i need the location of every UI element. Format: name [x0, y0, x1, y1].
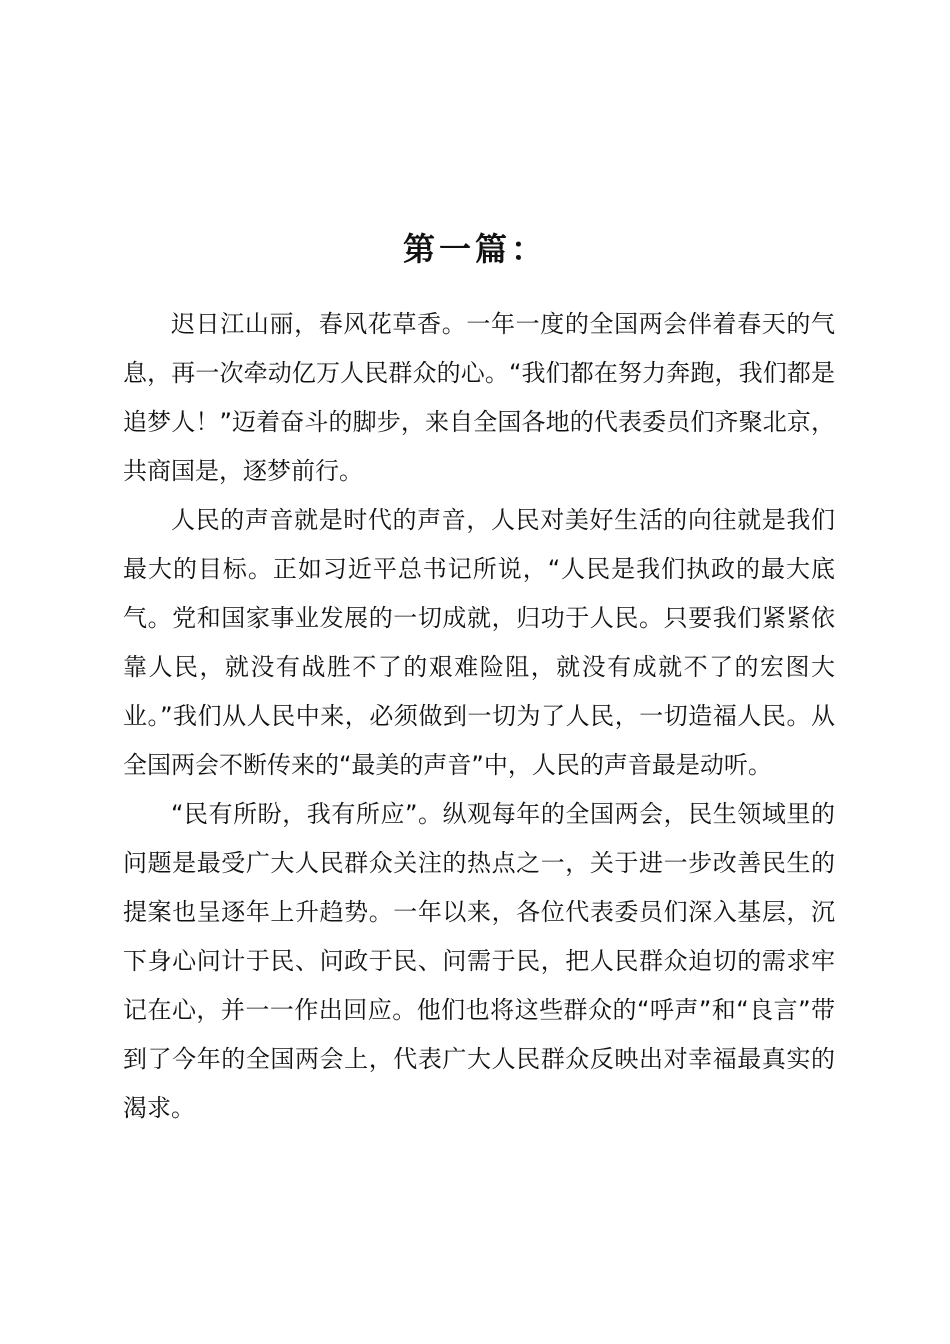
document-body — [123, 300, 835, 1133]
paragraph: 迟日江山丽，春风花草香。一年一度的全国两会伴着春天的气息，再一次牵动亿万人民群众的心。“我们都在努力奔跑，我们都是追梦人！”迈着奋斗的脚步，来自全国各地的代表委员们齐聚北京，共商国是，逐梦前行。 — [123, 310, 835, 485]
paragraph: “民有所盼，我有所应”。纵观每年的全国两会，民生领域里的问题是最受广大人民群众关注的热点之一，关于进一步改善民生的提案也呈逐年上升趋势。一年以来，各位代表委员们深入基层，沉下身心问计于民、问政于民、问需于民，把人民群众迫切的需求牢记在心，并一一作出回应。他们也将这些群众的“呼声”和“良言”带到了今年的全国两会上，代表广大人民群众反映出对幸福最真实的渴求。 — [123, 800, 835, 1122]
paragraph: 人民的声音就是时代的声音，人民对美好生活的向往就是我们最大的目标。正如习近平总书记所说，“人民是我们执政的最大底气。党和国家事业发展的一切成就，归功于人民。只要我们紧紧依靠人民，就没有战胜不了的艰难险阻，就没有成就不了的宏图大业。”我们从人民中来，必须做到一切为了人民，一切造福人民。从全国两会不断传来的“最美的声音”中，人民的声音最是动听。 — [123, 506, 835, 779]
document-title: 第一篇： — [402, 230, 547, 268]
